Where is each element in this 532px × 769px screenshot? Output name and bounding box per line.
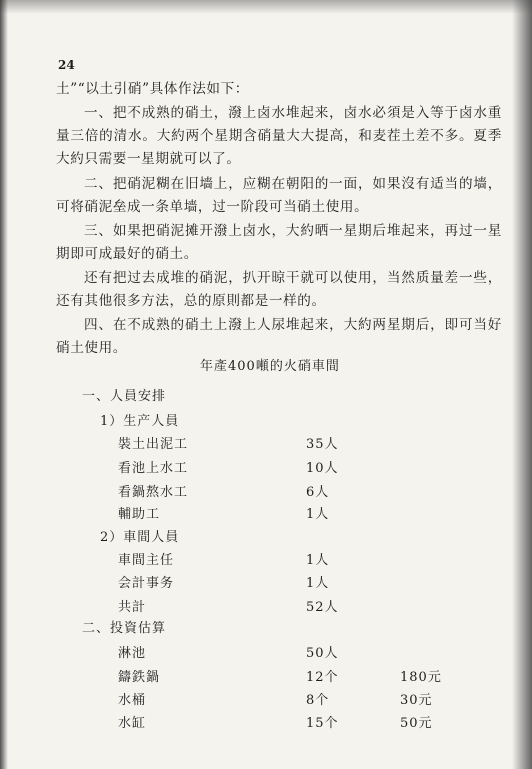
equipment-price: 50元 xyxy=(400,716,433,731)
staff-total-count: 52人 xyxy=(306,600,339,615)
page-top-shadow xyxy=(0,0,532,14)
equipment-price: 180元 xyxy=(400,670,442,685)
equipment-item: 水缸 xyxy=(118,716,147,731)
staff-role: 会計事务 xyxy=(118,576,175,591)
page-left-shadow xyxy=(0,0,8,769)
paragraph-method-1: 一、把不成熟的硝土，潑上卤水堆起来，卤水必須是入等于卤水重量三倍的清水。大約两个星期含硝量大大提高，和麦茬土差不多。夏季大約只需要一星期就可以了。 xyxy=(56,105,502,167)
equipment-quantity: 15个 xyxy=(306,716,339,731)
group-heading-workshop: 2）車間人員 xyxy=(100,530,180,545)
staff-count: 35人 xyxy=(306,437,339,452)
equipment-quantity: 50人 xyxy=(306,646,339,661)
table-title: 年產400噸的火硝車間 xyxy=(200,359,340,374)
section-heading-staffing: 一、人員安排 xyxy=(82,389,167,404)
staff-role: 輔助工 xyxy=(118,507,161,522)
staff-role: 看池上水工 xyxy=(118,461,189,476)
equipment-item: 淋池 xyxy=(118,646,147,661)
page-right-shadow xyxy=(512,0,532,769)
paragraph-method-3: 三、如果把硝泥摊开潑上卤水，大約晒一星期后堆起来，再过一星期即可成最好的硝土。 xyxy=(56,223,502,262)
group-heading-production: 1）生产人員 xyxy=(100,414,180,429)
paragraph-method-2: 二、把硝泥糊在旧墙上，应糊在朝阳的一面，如果沒有适当的墙，可将硝泥垒成一条单墙，过一阶段可当硝土使用。 xyxy=(56,176,502,215)
staff-count: 10人 xyxy=(306,461,339,476)
equipment-item: 水桶 xyxy=(118,693,147,708)
staff-role: 看鍋熬水工 xyxy=(118,485,189,500)
staff-role: 裝土出泥工 xyxy=(118,437,189,452)
paragraph-intro: 土”“以土引硝”具体作法如下： xyxy=(56,81,249,97)
paragraph-other-methods: 还有把过去成堆的硝泥，扒开晾干就可以使用，当然质量差一些，还有其他很多方法，总的原則都是一样的。 xyxy=(56,270,502,309)
equipment-quantity: 8个 xyxy=(306,693,330,708)
staff-role: 車間主任 xyxy=(118,553,175,568)
staff-count: 1人 xyxy=(306,553,330,568)
equipment-quantity: 12个 xyxy=(306,670,339,685)
staff-count: 1人 xyxy=(306,507,330,522)
staff-count: 1人 xyxy=(306,576,330,591)
section-heading-investment: 二、投資估算 xyxy=(82,621,167,636)
staff-total-label: 共計 xyxy=(118,600,147,615)
paragraph-method-4: 四、在不成熟的硝土上潑上人尿堆起来，大約两星期后，即可当好硝土使用。 xyxy=(56,317,502,356)
equipment-item: 鑄鉄鍋 xyxy=(118,670,161,685)
staff-count: 6人 xyxy=(306,485,330,500)
equipment-price: 30元 xyxy=(400,693,433,708)
page-number: 24 xyxy=(58,58,75,72)
